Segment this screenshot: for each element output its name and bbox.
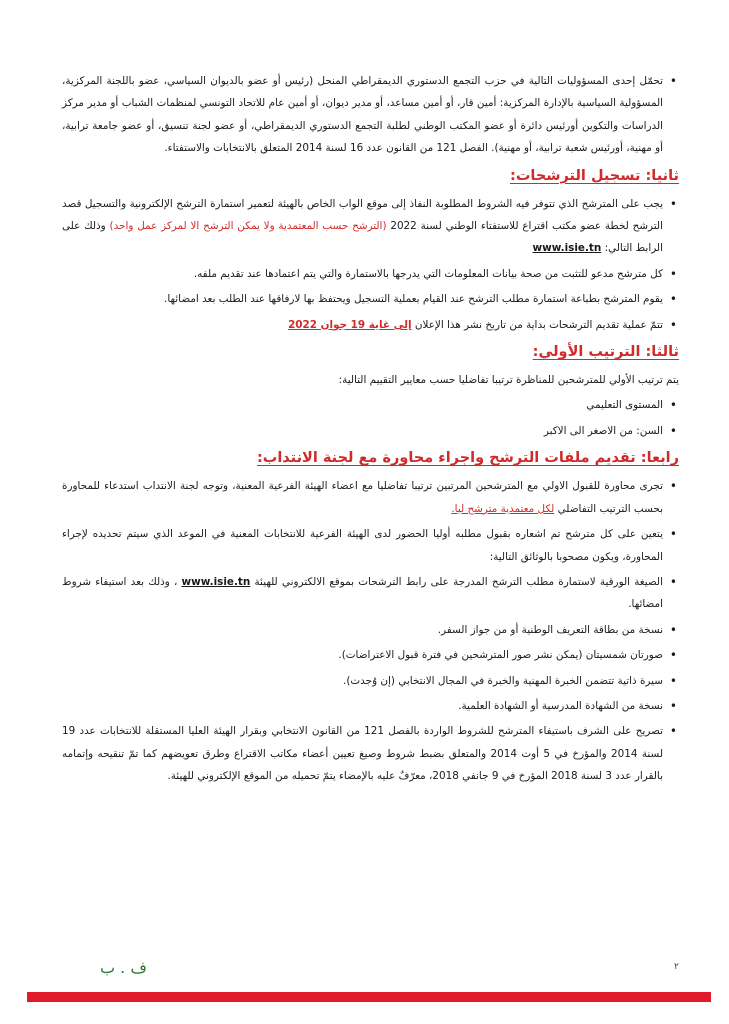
isie-link[interactable]: www.isie.tn xyxy=(532,242,602,255)
isie-link[interactable]: www.isie.tn xyxy=(181,575,251,588)
interview-item-2: • يتعين على كل مترشح تم اشعاره بقبول مطلبه أوليا الحضور لدى الهيئة الفرعية للانتخابات المعنية في الموعد الذي سيتم تحديده لإجراء المحاورة، ويكون مصحوبا بالوثائق التالية: xyxy=(62,523,679,568)
eligibility-bullet: • تحمّل إحدى المسؤوليات التالية في حزب التجمع الدستوري الديمقراطي المنحل (رئيس أو عضو بالديوان السياسي، عضو باللجنة المركزية، المسؤولية السياسية بالإدارة المركزية: أمين قار، أو أمين مساعد، أو مدير ديوان، أو أمين عام للاتحاد التونسي لمنظمات الشباب أو مدير مركز الدراسات والتكوين أورئيس دائرة أو عضو المكتب الوطني لطلبة التجمع الدستوري الديمقراطي، أو عضو لجنة تنسيق، أو عضو جامعة ترابية، أو مهنية، أورئيس شعبة ترابية، أو مهنية). الفصل 121 من القانون عدد 16 لسنة 2014 المتعلق بالانتخابات والاستفتاء. xyxy=(62,70,679,160)
registration-item-1: • يجب على المترشح الذي تتوفر فيه الشروط المطلوبة النفاذ إلى موقع الواب الخاص بالهيئة لتعمير استمارة الترشح الإلكترونية والتسجيل قصد الترشح لخطة عضو مكتب اقتراع للاستفتاء الوطني لسنة 2022 (الترشح حسب المعتمدية ولا يمكن الترشح الا لمركز عمل واحد) وذلك على الرابط التالي: www.isie.tn xyxy=(62,193,679,260)
document-item-declaration: • تصريح على الشرف باستيفاء المترشح للشروط الواردة بالفصل 121 من القانون الانتخابي وبقرار الهيئة العليا المستقلة للانتخابات عدد 19 لسنة 2014 والمؤرخ في 5 أوت 2014 والمتعلق بضبط شروط وصيغ تعيين أعضاء مكاتب الاقتراع وطرق تعويضهم كما تمّ تنقيحه وإتمامه بالقرار عدد 3 لسنة 2018 المؤرخ في 9 جانفي 2018، معرّفٌ عليه بالإمضاء يتمّ تحميله من الموقع الإلكتروني للهيئة. xyxy=(62,720,679,787)
ranking-intro: يتم ترتيب الأولي للمترشحين للمناظرة ترتيبا تفاضليا حسب معايير التقييم التالية: xyxy=(338,374,679,387)
document-item-id: • نسخة من بطاقة التعريف الوطنية أو من جواز السفر. xyxy=(62,619,679,641)
handwritten-initials: ف . ب xyxy=(100,958,147,977)
registration-item-2: • كل مترشح مدعو للتثبت من صحة بيانات المعلومات التي يدرجها بالاستمارة والتي يتم اعتمادها عند تقديم ملفه. xyxy=(62,263,679,285)
page-number: ٢ xyxy=(674,962,679,972)
section-heading-registration: ثانيا: تسجيل الترشحات: xyxy=(510,167,679,184)
criteria-item: • المستوى التعليمي xyxy=(62,394,679,416)
criteria-item: • السن: من الاصغر الى الاكبر xyxy=(62,420,679,442)
registration-item-3: • يقوم المترشح بطباعة استمارة مطلب الترشح عند القيام بعملية التسجيل ويحتفظ بها لارفاقها عند الطلب بعد امضائها. xyxy=(62,288,679,310)
document-item-photos: • صورتان شمسيتان (يمكن نشر صور المترشحين في فترة قبول الاعتراضات). xyxy=(62,644,679,666)
section-heading-interview: رابعا: تقديم ملفات الترشح واجراء محاورة مع لجنة الانتداب: xyxy=(256,450,679,467)
interview-item-1: • تجرى محاورة للقبول الاولي مع المترشحين المرتبين ترتيبا تفاضليا مع اعضاء الهيئة الفرعية المعنية، وتوجه لجنة الانتداب استدعاء للمحاورة بحسب الترتيب التفاضلي لكل معتمدية مترشح ليا. xyxy=(62,475,679,520)
section-heading-ranking: ثالثا: الترتيب الأولي: xyxy=(532,344,679,361)
document-content xyxy=(62,70,679,791)
document-item-cv: • سيرة ذاتية تتضمن الخبرة المهنية والخبرة في المجال الانتخابي (إن وُجدت). xyxy=(62,670,679,692)
registration-item-4: • تتمّ عملية تقديم الترشحات بداية من تاريخ نشر هذا الإعلان إلى غاية 19 جوان 2022 xyxy=(62,314,679,336)
document-item-form: • الصيغة الورقية لاستمارة مطلب الترشح المدرجة على رابط الترشحات بموقع الالكتروني للهيئة www.isie.tn ، وذلك بعد استيفاء شروط امضائها. xyxy=(62,571,679,616)
footer-red-bar xyxy=(27,992,711,1002)
document-item-certificate: • نسخة من الشهادة المدرسية أو الشهادة العلمية. xyxy=(62,695,679,717)
